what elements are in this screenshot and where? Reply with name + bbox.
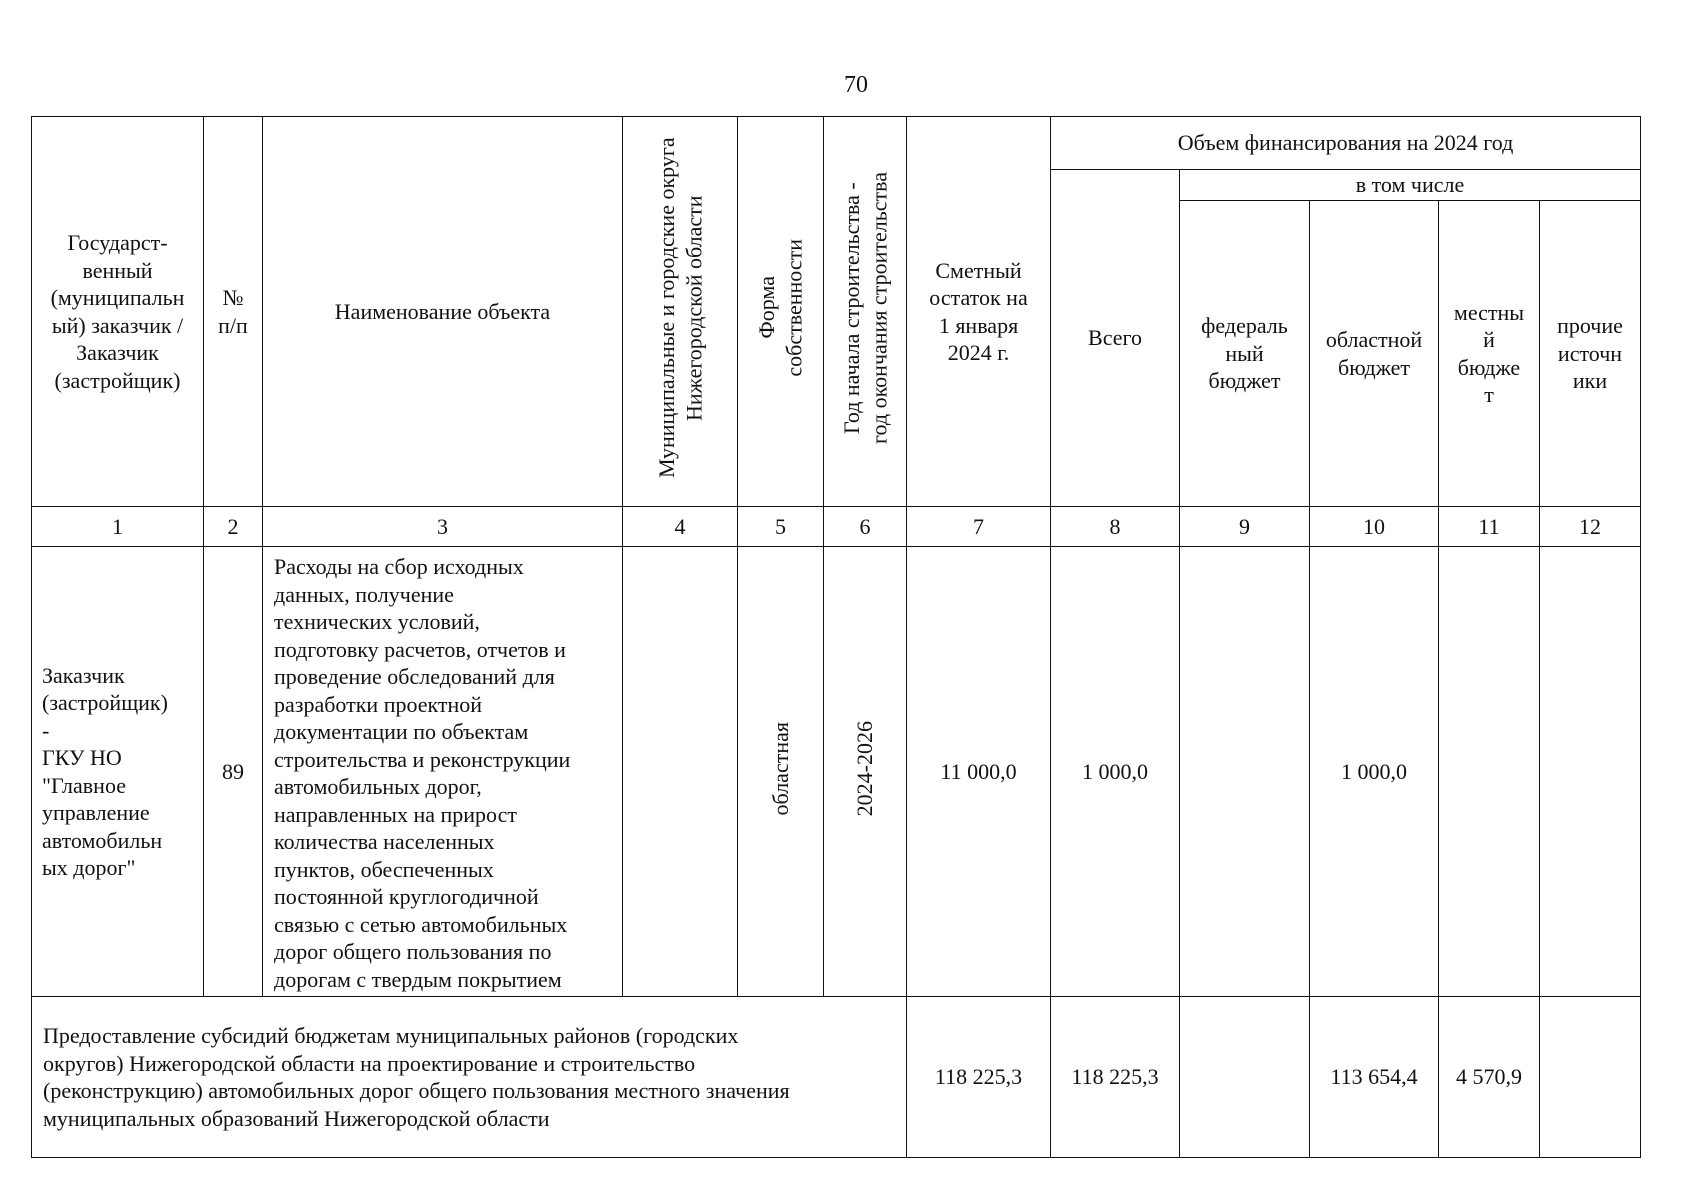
header-including-group: в том числе [1180,170,1641,201]
row-regional: 1 000,0 [1310,547,1439,997]
row-total: 1 000,0 [1051,547,1180,997]
column-number: 4 [623,507,738,547]
table-row [32,997,1641,1158]
header-local: местны й бюдже т [1439,201,1540,507]
header-object-name: Наименование объекта [263,117,623,507]
column-number: 9 [1180,507,1310,547]
header-years: Год начала строительства - год окончания строительства [824,117,907,507]
header-funding-group: Объем финансирования на 2024 год [1051,117,1641,170]
subsidy-regional: 113 654,4 [1310,997,1439,1158]
row-federal [1180,547,1310,997]
header-federal: федераль ный бюджет [1180,201,1310,507]
column-number: 1 [32,507,204,547]
row-years: 2024-2026 [824,547,907,997]
column-number: 11 [1439,507,1540,547]
column-number: 10 [1310,507,1439,547]
header-customer: Государст- венный (муниципальн ый) заказчик / Заказчик (застройщик) [32,117,204,507]
row-ownership: областная [738,547,824,997]
row-local [1439,547,1540,997]
column-number: 6 [824,507,907,547]
column-numbers-row [32,507,1641,547]
column-number: 5 [738,507,824,547]
header-regional: областной бюджет [1310,201,1439,507]
header-municipal: Муниципальные и городские округа Нижегородской области [623,117,738,507]
row-municipality [623,547,738,997]
header-ownership: Форма собственности [738,117,824,507]
table-row [32,547,1641,997]
header-other: прочие источн ики [1540,201,1641,507]
column-number: 2 [204,507,263,547]
page-number: 70 [844,72,868,98]
column-number: 3 [263,507,623,547]
column-number: 7 [907,507,1051,547]
header-estimate: Сметный остаток на 1 января 2024 г. [907,117,1051,507]
header-number: № п/п [204,117,263,507]
financing-table [31,116,1641,1158]
row-number: 89 [204,547,263,997]
header-total: Всего [1051,170,1180,507]
row-customer: Заказчик (застройщик) - ГКУ НО "Главное управление автомобильн ых дорог" [32,547,204,997]
subsidy-other [1540,997,1641,1158]
subsidy-federal [1180,997,1310,1158]
column-number: 12 [1540,507,1641,547]
row-estimate: 11 000,0 [907,547,1051,997]
subsidy-title: Предоставление субсидий бюджетам муниципальных районов (городских округов) Нижегородской области на проектирование и строительство (реконструкцию) автомобильных дорог общего пользования местного значения муниципальных образований Нижегородской области [32,997,907,1158]
subsidy-local: 4 570,9 [1439,997,1540,1158]
subsidy-estimate: 118 225,3 [907,997,1051,1158]
column-number: 8 [1051,507,1180,547]
row-other [1540,547,1641,997]
row-object-name: Расходы на сбор исходных данных, получение технических условий, подготовку расчетов, отчетов и проведение обследований для разработки проектной документации по объектам строительства и реконструкции автомобильных дорог, направленных на прирост количества населенных пунктов, обеспеченных постоянной круглогодичной связью с сетью автомобильных дорог общего пользования по дорогам с твердым покрытием [263,547,623,997]
subsidy-total: 118 225,3 [1051,997,1180,1158]
